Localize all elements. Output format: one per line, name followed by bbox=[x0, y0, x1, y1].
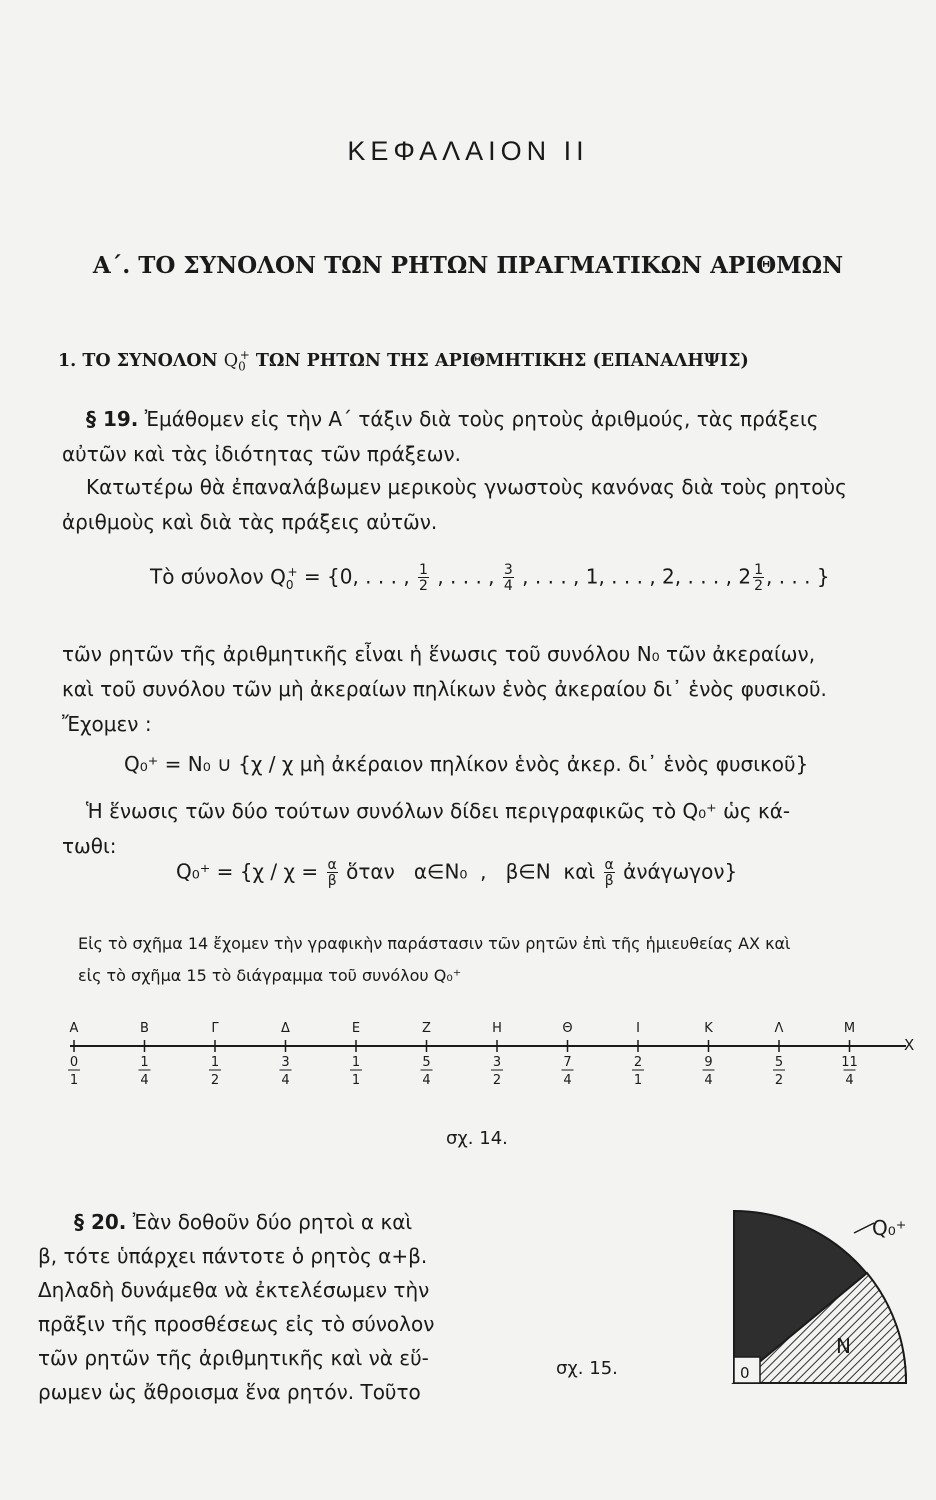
fraction-mixed-half: $\frac{1}{2}$ bbox=[754, 562, 763, 594]
paragraph-katwterw bbox=[62, 470, 892, 540]
fraction-denominator: 4 bbox=[704, 1073, 713, 1088]
paragraph-union-line-3: Ἔχομεν : bbox=[62, 712, 152, 736]
formula-description-end: ἀνάγωγον} bbox=[623, 859, 738, 884]
fraction-denominator: 4 bbox=[422, 1073, 431, 1088]
paragraph-20-line-1: Ἐὰν δοθοῦν δύο ρητοὶ α καὶ bbox=[132, 1210, 413, 1234]
section-symbol: $Q_0^+$ bbox=[223, 348, 250, 374]
fraction-denominator: 4 bbox=[281, 1073, 290, 1088]
paragraph-20-line-6: ρωμεν ὡς ἄθροισμα ἕνα ρητόν. Τοῦτο bbox=[38, 1380, 421, 1404]
paragraph-enosis-line-1: Ἡ ἕνωσις τῶν δύο τούτων συνόλων δίδει περιγραφικῶς τὸ Q₀⁺ ὡς κά- bbox=[86, 799, 791, 823]
set-definition-dots-2: , . . . , 1, . . . , 2, . . . , 2 bbox=[522, 564, 752, 589]
paragraph-mark-20: § 20. bbox=[74, 1210, 127, 1234]
chapter-title: ΚΕΦΑΛΑΙΟΝ ΙΙ bbox=[347, 136, 589, 166]
section-heading-after: ΤΩΝ ΡΗΤΩΝ ΤΗΣ ΑΡΙΘΜΗΤΙΚΗΣ (ΕΠΑΝΑΛΗΨΙΣ) bbox=[255, 350, 749, 371]
fraction-numerator: 11 bbox=[841, 1055, 858, 1070]
paragraph-katwterw-line-2: ἀριθμοὺς καὶ διὰ τὰς πράξεις αὐτῶν. bbox=[62, 510, 438, 534]
set-definition-open: = {0, . . . , bbox=[303, 564, 410, 589]
fraction-alpha-beta: $\frac{\alpha}{\beta}$ bbox=[327, 857, 337, 889]
paragraph-20-line-5: τῶν ρητῶν τῆς ἀριθμητικῆς καὶ νὰ εὕ- bbox=[38, 1346, 429, 1370]
figure-intro bbox=[78, 928, 918, 992]
paragraph-enosis bbox=[62, 794, 892, 864]
axis-end-label: X bbox=[904, 1036, 915, 1054]
fraction-numerator: 1 bbox=[210, 1055, 220, 1070]
point-label: Η bbox=[492, 1021, 502, 1036]
point-label: Θ bbox=[562, 1021, 573, 1036]
fraction-denominator: 2 bbox=[774, 1073, 784, 1088]
fraction-numerator: 3 bbox=[492, 1055, 502, 1070]
fraction-denominator: 1 bbox=[633, 1073, 643, 1088]
point-label: Λ bbox=[774, 1021, 784, 1036]
section-heading-before: 1. ΤΟ ΣΥΝΟΛΟΝ bbox=[58, 350, 218, 371]
fraction-numerator: 3 bbox=[281, 1055, 290, 1070]
paragraph-20-line-2: β, τότε ὑπάρχει πάντοτε ὁ ρητὸς α+β. bbox=[38, 1244, 428, 1268]
formula-description-left: Q₀⁺ = {χ / χ = bbox=[176, 859, 319, 884]
formula-description-condition: ὅταν α∈Ν₀ , β∈Ν καὶ bbox=[346, 859, 596, 884]
point-label: Ι bbox=[636, 1021, 640, 1036]
fraction-numerator: 1 bbox=[140, 1055, 149, 1070]
set-diagram-figure bbox=[726, 1205, 916, 1395]
set-label-leader bbox=[854, 1223, 874, 1233]
formula-union: Q₀⁺ = Ν₀ ∪ {χ / χ μὴ ἀκέραιον πηλίκον ἑνὸς ἀκερ. δι᾿ ἑνὸς φυσικοῦ} bbox=[124, 752, 809, 776]
paragraph-20-line-4: πρᾶξιν τῆς προσθέσεως εἰς τὸ σύνολον bbox=[38, 1312, 435, 1336]
formula-description bbox=[176, 858, 737, 888]
fraction-alpha-beta-2: $\frac{\alpha}{\beta}$ bbox=[604, 857, 614, 889]
paragraph-19-line-2: αὐτῶν καὶ τὰς ἰδιότητας τῶν πράξεων. bbox=[62, 442, 462, 466]
caption-figure-15: σχ. 15. bbox=[556, 1358, 618, 1379]
fraction-numerator: 0 bbox=[69, 1055, 79, 1070]
section-heading bbox=[58, 348, 888, 373]
point-label: Ε bbox=[351, 1021, 361, 1036]
paragraph-mark-19: § 19. bbox=[86, 407, 139, 431]
fraction-denominator: 4 bbox=[563, 1073, 572, 1088]
fraction-one-half: $\frac{1}{2}$ bbox=[419, 562, 428, 594]
point-label: Ζ bbox=[422, 1021, 431, 1036]
point-label: Β bbox=[140, 1021, 149, 1036]
figure-intro-line-1: Εἰς τὸ σχῆμα 14 ἔχομεν τὴν γραφικὴν παράστασιν τῶν ρητῶν ἐπὶ τῆς ἡμιευθείας ΑΧ καὶ bbox=[78, 934, 791, 953]
fraction-numerator: 9 bbox=[704, 1055, 713, 1070]
paragraph-union bbox=[62, 637, 892, 742]
set-label: Q₀⁺ bbox=[872, 1216, 907, 1240]
fraction-denominator: 4 bbox=[845, 1073, 854, 1088]
fraction-numerator: 5 bbox=[774, 1055, 784, 1070]
point-label: Μ bbox=[843, 1021, 856, 1036]
fraction-denominator: 2 bbox=[210, 1073, 220, 1088]
set-definition-close: , . . . } bbox=[766, 564, 830, 589]
fraction-denominator: 2 bbox=[492, 1073, 502, 1088]
point-label: Α bbox=[69, 1021, 79, 1036]
fraction-denominator: 1 bbox=[351, 1073, 361, 1088]
paragraph-union-line-2: καὶ τοῦ συνόλου τῶν μὴ ἀκεραίων πηλίκων ἑνὸς ἀκεραίου δι᾿ ἑνὸς φυσικοῦ. bbox=[62, 677, 827, 701]
fraction-three-quarters: $\frac{3}{4}$ bbox=[503, 562, 513, 594]
paragraph-20-line-3: Δηλαδὴ δυνάμεθα νὰ ἐκτελέσωμεν τὴν bbox=[38, 1278, 430, 1302]
set-definition-dots-1: , . . . , bbox=[437, 564, 495, 589]
paragraph-enosis-line-2: τωθι: bbox=[62, 834, 117, 858]
fraction-numerator: 7 bbox=[563, 1055, 572, 1070]
paragraph-20 bbox=[38, 1205, 478, 1409]
fraction-denominator: 4 bbox=[140, 1073, 149, 1088]
fraction-numerator: 1 bbox=[351, 1055, 361, 1070]
point-label: Γ bbox=[211, 1021, 219, 1036]
paragraph-union-line-1: τῶν ρητῶν τῆς ἀριθμητικῆς εἶναι ἡ ἕνωσις τοῦ συνόλου Ν₀ τῶν ἀκεραίων, bbox=[62, 642, 816, 666]
paragraph-katwterw-line-1: Κατωτέρω θὰ ἐπαναλάβωμεν μερικοὺς γνωστοὺς κανόνας διὰ τοὺς ρητοὺς bbox=[86, 475, 847, 499]
n-label: Ν bbox=[836, 1334, 851, 1358]
part-title: Α΄. ΤΟ ΣΥΝΟΛΟΝ ΤΩΝ ΡΗΤΩΝ ΠΡΑΓΜΑΤΙΚΩΝ ΑΡΙΘΜΩΝ bbox=[92, 252, 844, 279]
zero-label: 0 bbox=[740, 1364, 750, 1382]
paragraph-19 bbox=[62, 402, 892, 472]
fraction-numerator: 2 bbox=[633, 1055, 643, 1070]
point-label: Δ bbox=[281, 1021, 290, 1036]
set-definition-lead: Τὸ σύνολον bbox=[150, 564, 264, 589]
figure-intro-line-2: εἰς τὸ σχῆμα 15 τὸ διάγραμμα τοῦ συνόλου Q₀⁺ bbox=[78, 966, 462, 985]
fraction-numerator: 5 bbox=[422, 1055, 431, 1070]
number-line-figure bbox=[40, 1018, 920, 1098]
paragraph-19-line-1: Ἐμάθομεν εἰς τὴν Α΄ τάξιν διὰ τοὺς ρητοὺς ἀριθμούς, τὰς πράξεις bbox=[144, 407, 819, 431]
caption-figure-14: σχ. 14. bbox=[446, 1128, 508, 1149]
fraction-denominator: 1 bbox=[69, 1073, 79, 1088]
set-definition bbox=[150, 563, 830, 593]
set-symbol: $Q_0^+$ bbox=[270, 564, 298, 592]
point-label: Κ bbox=[704, 1021, 713, 1036]
